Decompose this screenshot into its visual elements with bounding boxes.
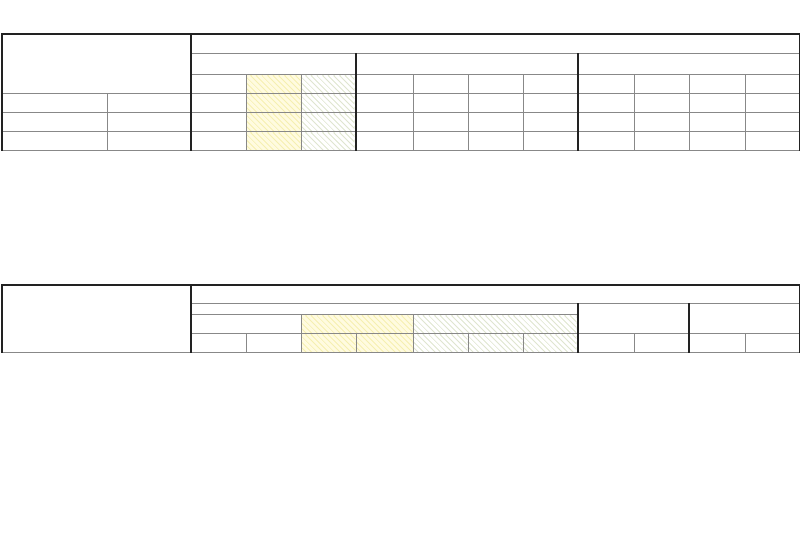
table-row	[2, 94, 800, 113]
col-header	[468, 75, 523, 94]
cell-value	[578, 94, 634, 113]
cell-value	[689, 113, 745, 132]
group-fluviaux	[578, 54, 800, 75]
col-header	[523, 334, 578, 353]
cell-value	[468, 94, 523, 113]
quotas-section-title	[191, 34, 800, 54]
col-header	[301, 75, 356, 94]
group-pro	[191, 54, 356, 75]
sub-production-totale	[191, 315, 301, 334]
region-name	[2, 132, 107, 151]
cell-value	[523, 94, 578, 113]
cell-value	[356, 113, 413, 132]
cell-value	[301, 94, 356, 113]
col-header	[301, 334, 356, 353]
table-row	[2, 113, 800, 132]
group-fluviaux	[689, 304, 800, 334]
sub-consommation	[301, 315, 413, 334]
cell-value	[191, 132, 246, 151]
productions-table	[1, 284, 800, 353]
cell-value	[301, 113, 356, 132]
cell-value	[246, 113, 301, 132]
col-header	[745, 334, 800, 353]
cell-value	[301, 132, 356, 151]
region-code	[107, 132, 191, 151]
cell-value	[745, 132, 800, 151]
cell-value	[246, 94, 301, 113]
col-header	[356, 75, 413, 94]
region-code	[107, 94, 191, 113]
region-code	[107, 113, 191, 132]
productions-section-title	[191, 285, 800, 304]
table-row	[2, 132, 800, 151]
col-header	[413, 75, 468, 94]
cell-value	[413, 94, 468, 113]
col-header	[191, 334, 246, 353]
cell-value	[745, 94, 800, 113]
cell-value	[356, 94, 413, 113]
cell-value	[523, 132, 578, 151]
cell-value	[689, 94, 745, 113]
group-pro	[191, 304, 578, 315]
group-marins	[578, 304, 689, 334]
cell-value	[191, 113, 246, 132]
unit-header	[2, 34, 191, 94]
col-header	[246, 75, 301, 94]
cell-value	[468, 113, 523, 132]
cell-value	[246, 132, 301, 151]
quotas-table	[1, 33, 800, 151]
cell-value	[578, 132, 634, 151]
cell-value	[523, 113, 578, 132]
col-header	[356, 334, 413, 353]
cell-value	[356, 132, 413, 151]
col-header	[745, 75, 800, 94]
cell-value	[191, 94, 246, 113]
col-header	[689, 75, 745, 94]
col-header	[413, 334, 468, 353]
col-header	[523, 75, 578, 94]
col-header	[191, 75, 246, 94]
col-header	[578, 75, 634, 94]
group-marins	[356, 54, 578, 75]
col-header	[634, 75, 689, 94]
cell-value	[634, 132, 689, 151]
cell-value	[689, 132, 745, 151]
col-header	[578, 334, 634, 353]
col-header	[246, 334, 301, 353]
sub-repeuplement	[413, 315, 578, 334]
cell-value	[634, 94, 689, 113]
region-name	[2, 94, 107, 113]
col-header	[689, 334, 745, 353]
cell-value	[745, 113, 800, 132]
col-header	[468, 334, 523, 353]
unit-header	[2, 285, 191, 353]
col-header	[634, 334, 689, 353]
cell-value	[634, 113, 689, 132]
cell-value	[413, 132, 468, 151]
cell-value	[468, 132, 523, 151]
cell-value	[413, 113, 468, 132]
region-name	[2, 113, 107, 132]
cell-value	[578, 113, 634, 132]
